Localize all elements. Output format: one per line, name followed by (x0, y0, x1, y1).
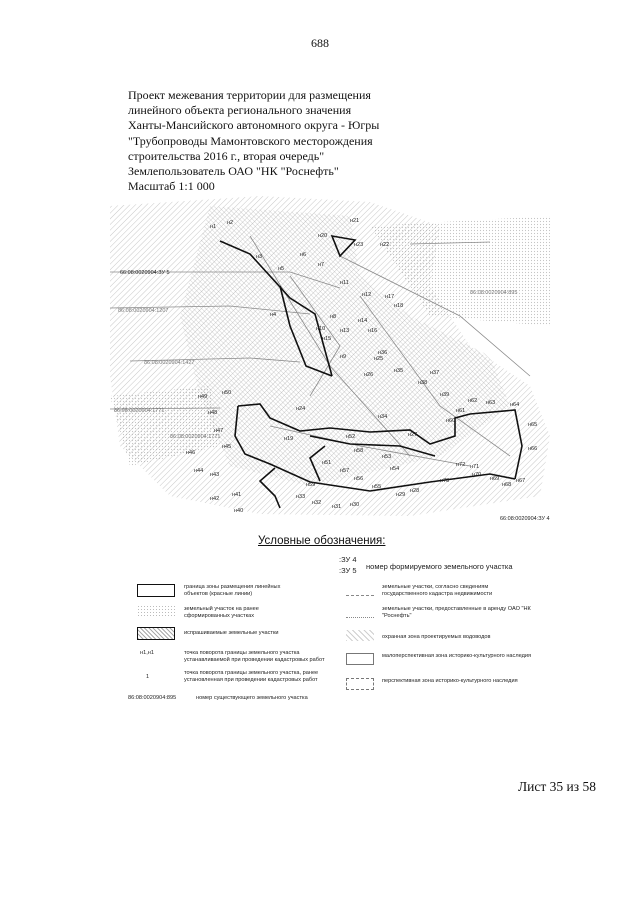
point-label: н50 (222, 390, 232, 396)
point-label: н4 (270, 312, 277, 318)
legend-parcel-code: :ЗУ 4 (339, 555, 357, 564)
legend-item: точка поворота границы земельного участка, ранее установленная при проведении кадастровых работ (184, 670, 319, 683)
point-label: н42 (210, 496, 220, 502)
point-label: н55 (372, 484, 382, 490)
point-label: н24 (296, 406, 306, 412)
point-label: н26 (364, 372, 374, 378)
existing-parcel-label: 86:08:0020904:1207 (118, 308, 169, 314)
point-label: н67 (516, 478, 526, 484)
point-label: н66 (528, 446, 538, 452)
parcel-label-zu4: 66:08:0020904:ЗУ 4 (500, 516, 550, 522)
legend-item: номер существующего земельного участка (196, 695, 308, 701)
point-label: н5 (278, 266, 285, 272)
point-label: н33 (296, 494, 306, 500)
point-label: н15 (322, 336, 332, 342)
page-number: 688 (311, 36, 329, 50)
legend-parcel-code: :ЗУ 5 (339, 566, 357, 575)
point-label: н58 (354, 448, 364, 454)
legend-item: охранная зона проектируемых водоводов (382, 634, 491, 640)
point-label: н3 (256, 254, 263, 260)
legend-swatch-requested-parcels (137, 627, 175, 640)
parcel-label-zu5: 66:08:0020904:ЗУ 5 (120, 270, 170, 276)
point-label: н49 (198, 394, 208, 400)
point-label: н56 (354, 476, 364, 482)
title-line: "Трубопроводы Мамонтовского месторождения (128, 133, 373, 148)
point-label: н60 (446, 418, 456, 424)
point-label: н2 (227, 220, 234, 226)
point-label: н9 (340, 354, 347, 360)
point-label: н63 (486, 400, 496, 406)
legend-parcel-code-label: номер формируемого земельного участка (366, 562, 513, 571)
legend-existing-parcel-code: 86:08:0020904:895 (128, 695, 177, 701)
point-label: н38 (418, 380, 428, 386)
point-label: н37 (430, 370, 440, 376)
existing-parcel-label: 86:08:0020904:1427 (144, 360, 195, 366)
title-line: Проект межевания территории для размещения (128, 88, 371, 102)
point-label: н17 (385, 294, 395, 300)
point-label: н54 (390, 466, 400, 472)
point-label: н73 (440, 478, 450, 484)
point-label: н59 (306, 482, 316, 488)
point-label: н62 (468, 398, 478, 404)
point-label: н11 (340, 280, 349, 286)
point-label: н51 (322, 460, 332, 466)
point-label: н57 (340, 468, 350, 474)
point-label: н20 (318, 233, 328, 239)
point-label: н19 (284, 436, 294, 442)
legend-item: перспективная зона историко-культурного наследия (382, 678, 518, 684)
point-label: н53 (382, 454, 392, 460)
point-label: н40 (234, 508, 244, 514)
existing-parcel-label: 86:08:0020904:895 (470, 290, 518, 296)
point-label: н35 (394, 368, 404, 374)
cadastral-map (110, 196, 550, 526)
point-label: н30 (350, 502, 360, 508)
point-label: н47 (214, 428, 224, 434)
legend-item: малоперспективная зона историко-культурного наследия (382, 653, 531, 659)
point-label: н71 (470, 464, 480, 470)
sheet-number: Лист 35 из 58 (518, 779, 596, 794)
point-label: н72 (456, 462, 466, 468)
legend-item: земельный участок на ранее сформированных участках (184, 606, 259, 619)
point-label: н65 (528, 422, 538, 428)
existing-parcel-label: 86:08:0020904:1771 (114, 408, 165, 414)
point-label: н23 (354, 242, 364, 248)
title-line: строительства 2016 г., вторая очередь" (128, 148, 325, 163)
legend-swatch-red-line-zone (137, 584, 175, 597)
point-label: н43 (210, 472, 220, 478)
legend-item: граница зоны размещения линейных объектов (красные линии) (184, 584, 281, 597)
scale-line: Масштаб 1:1 000 (128, 179, 215, 194)
point-label: н8 (330, 314, 337, 320)
point-label: н64 (510, 402, 520, 408)
legend-swatch-earlier-parcels (137, 605, 175, 618)
point-label: н28 (410, 488, 420, 494)
legend-item: земельные участки, предоставленные в аренду ОАО "НК "Роснефть" (382, 606, 531, 619)
point-label: н12 (362, 292, 372, 298)
point-label: н32 (312, 500, 322, 506)
point-label: н1 (210, 224, 217, 230)
point-label: н69 (490, 476, 500, 482)
existing-parcel-label: 86:08:0020904:1771 (170, 434, 221, 440)
legend-swatch-water-protection-zone (346, 630, 374, 641)
point-label: н16 (368, 328, 378, 334)
legend-marker-old-point: 1 (146, 674, 150, 680)
point-label: н39 (440, 392, 450, 398)
legend-swatch-cadastre-parcels (346, 585, 374, 596)
point-label: н70 (472, 472, 482, 478)
point-label: н10 (316, 326, 326, 332)
legend-item: точка поворота границы земельного участка устанавливаемой при проведении кадастровых работ (184, 650, 325, 663)
point-label: н44 (194, 468, 204, 474)
point-label: н7 (318, 262, 325, 268)
point-label: н48 (208, 410, 218, 416)
legend-item: испрашиваемые земельные участки (184, 630, 279, 636)
legend-marker-new-point: н1,н1 (140, 650, 154, 656)
title-line: линейного объекта регионального значения (128, 103, 352, 118)
point-label: н68 (502, 482, 512, 488)
legend-item: земельные участки, согласно сведениям государственного кадастра недвижимости (382, 584, 493, 597)
point-label: н22 (380, 242, 390, 248)
point-label: н41 (232, 492, 242, 498)
legend-swatch-leased-parcels (346, 607, 374, 618)
point-label: н29 (396, 492, 406, 498)
point-label: н14 (358, 318, 368, 324)
point-label: н46 (186, 450, 196, 456)
point-label: н45 (222, 444, 232, 450)
point-label: н21 (350, 218, 360, 224)
legend-swatch-prospect-heritage (346, 678, 374, 690)
point-label: н52 (346, 434, 356, 440)
point-label: н31 (332, 504, 342, 510)
point-label: н13 (340, 328, 350, 334)
point-label: н25 (374, 356, 384, 362)
point-label: н27 (408, 432, 418, 438)
title-line: Землепользователь ОАО "НК "Роснефть" (128, 164, 339, 179)
point-label: н36 (378, 350, 388, 356)
point-label: н61 (456, 408, 466, 414)
legend-swatch-low-prospect-heritage (346, 653, 374, 665)
point-label: н18 (394, 303, 404, 309)
legend-title: Условные обозначения: (258, 535, 386, 547)
title-line: Ханты-Мансийского автономного округа - Югры (128, 118, 380, 133)
point-label: н34 (378, 414, 388, 420)
title-block (128, 88, 428, 194)
point-label: н6 (300, 252, 307, 258)
